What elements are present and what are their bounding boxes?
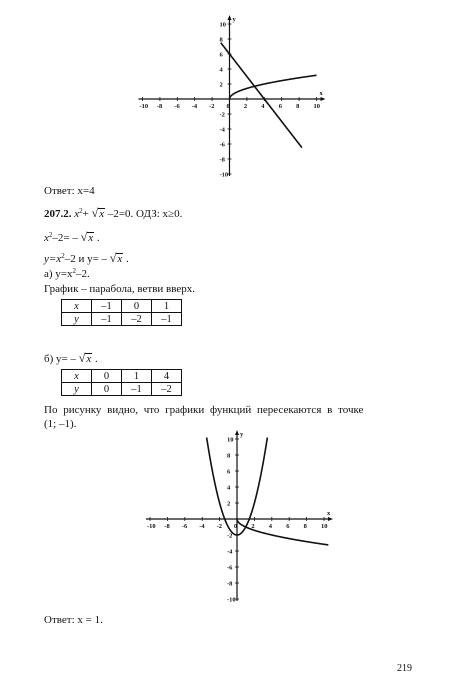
table-row [62, 370, 182, 383]
x-tick-label: -2 [216, 523, 223, 530]
x-tick-label: -8 [156, 103, 163, 110]
y-tick-label: 2 [219, 81, 223, 89]
part-a-end: –2. [76, 268, 90, 280]
sqrt-icon: √ [80, 230, 88, 244]
curve-parabola [207, 437, 268, 535]
table-cell: 0 [122, 300, 152, 313]
table-row [62, 383, 182, 396]
x-tick-label: -4 [191, 103, 198, 110]
y-tick-label: 10 [219, 21, 226, 29]
part-b-label: б) y= – [44, 353, 76, 365]
x-tick-label: 4 [268, 523, 273, 530]
x-tick-label: 10 [321, 523, 328, 530]
y-tick-label: 6 [227, 468, 231, 476]
eq2-rest: –2= – [52, 232, 78, 244]
table-cell: 0 [92, 370, 122, 383]
page-number: 219 [397, 663, 412, 674]
y-tick-label: -2 [219, 111, 225, 119]
y-tick-label: 8 [227, 452, 231, 460]
table-cell: –1 [92, 313, 122, 326]
table-cell: 4 [152, 370, 182, 383]
table-cell: 1 [122, 370, 152, 383]
y-tick-label: -6 [219, 141, 225, 149]
x-axis-label: x [319, 90, 323, 97]
line-6-minus-x [221, 43, 302, 148]
y-tick-label: 6 [219, 51, 223, 59]
x-axis-arrow [321, 97, 326, 101]
table-cell: –1 [92, 300, 122, 313]
eq3-mid: –2 и y= – [64, 253, 108, 265]
y-tick-label: -10 [227, 596, 236, 604]
y-tick-label: 4 [227, 484, 231, 492]
sup: 2 [72, 267, 76, 275]
x-tick-label: 8 [303, 523, 307, 530]
y-axis-label: y [240, 431, 244, 438]
eq-x: x [74, 208, 80, 220]
sup: 2 [79, 207, 83, 215]
sup: 2 [61, 252, 65, 260]
table-header-y: y [62, 313, 92, 326]
equation-line-2: $x^2-2= - √x$ . [44, 230, 100, 244]
x-tick-label: 2 [251, 523, 255, 530]
table-b [61, 369, 182, 396]
x-axis-arrow [328, 517, 333, 521]
y-tick-label: -6 [227, 564, 233, 572]
sqrt-arg: x [117, 253, 123, 265]
sqrt-icon: √ [91, 206, 99, 220]
x-tick-label: 0 [226, 103, 230, 110]
y-tick-label: -8 [219, 156, 225, 164]
table-header-x: x [62, 370, 92, 383]
x-tick-label: 8 [296, 103, 300, 110]
eq3-y: y=x [44, 253, 62, 265]
table-header-x: x [62, 300, 92, 313]
sqrt-arg: x [88, 232, 94, 244]
part-a-label: а) y=x [44, 268, 73, 280]
x-tick-label: -10 [139, 103, 149, 110]
table-cell: 1 [152, 300, 182, 313]
x-tick-label: -2 [209, 103, 215, 110]
y-tick-label: -10 [219, 171, 229, 179]
y-axis-arrow [235, 430, 239, 435]
x-tick-label: 10 [313, 103, 320, 110]
table-cell: 0 [92, 383, 122, 396]
x-tick-label: 2 [243, 103, 248, 110]
table-cell: –1 [152, 313, 182, 326]
part-a-description: График – парабола, ветви вверх. [44, 283, 195, 295]
table-cell: –1 [122, 383, 152, 396]
part-b: б) y= – √x . [44, 351, 98, 365]
y-axis-label: y [232, 16, 236, 23]
x-tick-label: 6 [278, 103, 282, 110]
x-axis-label: x [327, 510, 331, 517]
y-tick-label: 2 [227, 500, 231, 508]
sqrt-icon: √ [78, 351, 86, 365]
x-tick-label: -6 [174, 103, 180, 110]
curve-neg-sqrt-x [237, 519, 328, 545]
equation-line-3: $y=x^2-2$ и y= – √x . [44, 251, 129, 265]
problem-number: 207.2. [44, 208, 72, 220]
problem-statement: 207.2. $x^2+ √x$ –2=0. ОДЗ: x≥0. [44, 206, 183, 220]
part-a [44, 268, 90, 281]
y-tick-label: -4 [227, 548, 233, 556]
x-tick-label: -10 [147, 523, 156, 530]
sqrt-arg: x [99, 208, 105, 220]
table-row [62, 300, 182, 313]
y-tick-label: 8 [219, 36, 223, 44]
y-axis-arrow [228, 15, 232, 20]
eq2-x: x [44, 232, 49, 244]
sqrt-arg: x [86, 353, 92, 365]
x-tick-label: 6 [286, 523, 290, 530]
y-tick-label: 10 [227, 436, 234, 444]
table-header-y: y [62, 383, 92, 396]
answer-2: Ответ: x = 1. [44, 614, 103, 626]
y-tick-label: 4 [219, 66, 223, 74]
x-tick-label: -4 [199, 523, 205, 530]
eq-rest: –2=0. ОДЗ: x≥0. [107, 208, 183, 220]
sqrt-icon: √ [109, 251, 117, 265]
x-tick-label: -6 [181, 523, 188, 530]
answer-1: Ответ: x=4 [44, 185, 95, 197]
table-cell: –2 [122, 313, 152, 326]
x-tick-label: 0 [234, 523, 238, 530]
graph-2 [146, 430, 333, 604]
table-cell: –2 [152, 383, 182, 396]
table-row [62, 313, 182, 326]
y-tick-label: -8 [227, 580, 233, 588]
curve-sqrt-x [230, 75, 317, 99]
conclusion-line-2: (1; –1). [44, 418, 77, 430]
x-tick-label: 4 [261, 103, 265, 110]
x-tick-label: -8 [164, 523, 170, 530]
table-a [61, 299, 182, 326]
conclusion-line-1: По рисунку видно, что графики функций пересекаются в точке [44, 404, 364, 416]
y-tick-label: -2 [227, 532, 233, 540]
y-tick-label: -4 [219, 126, 225, 134]
sup: 2 [48, 231, 53, 239]
